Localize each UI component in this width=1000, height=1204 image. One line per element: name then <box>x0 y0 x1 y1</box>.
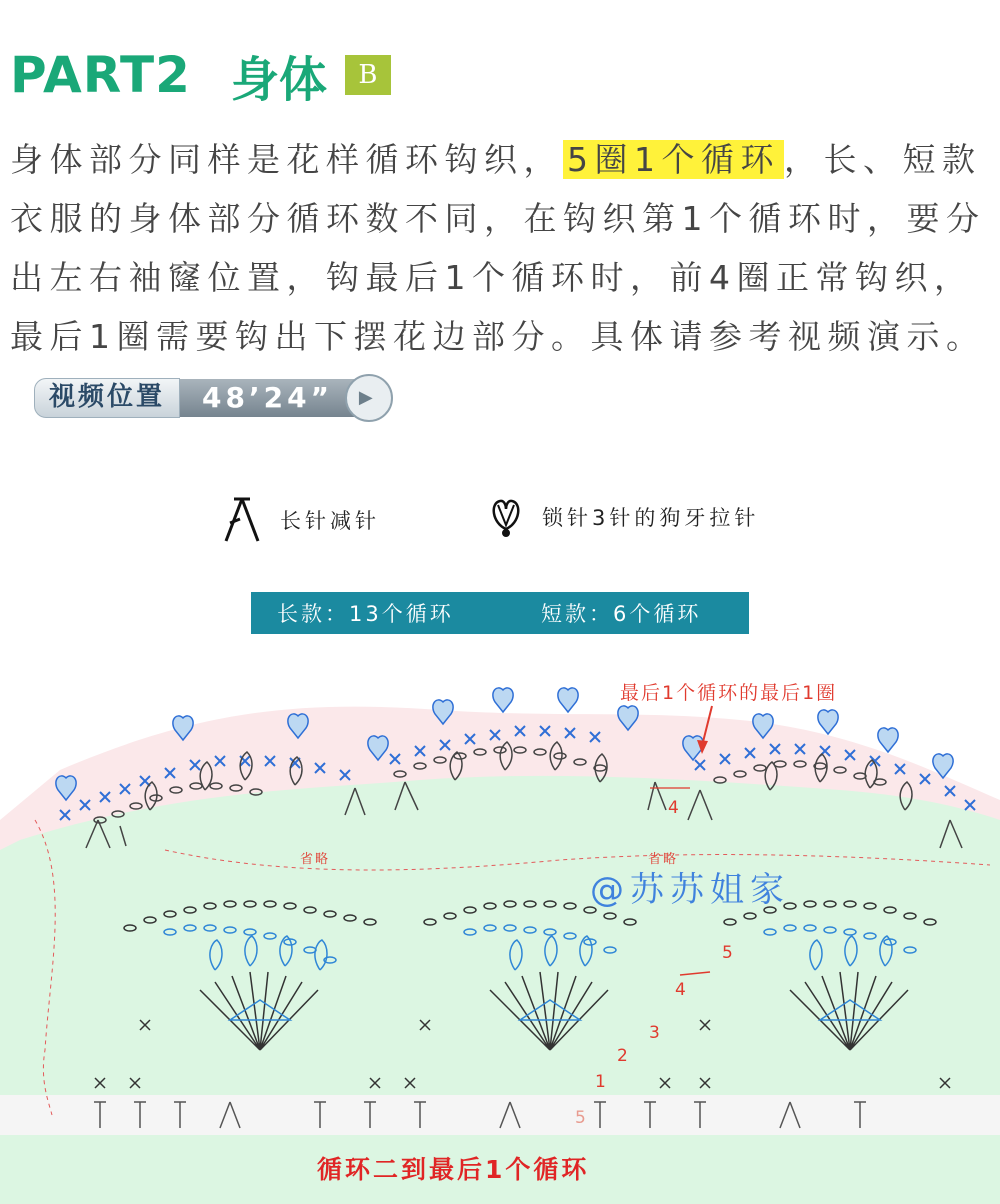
crochet-chart <box>0 670 1000 1204</box>
loop-long: 长款：13个循环 <box>277 602 454 626</box>
legend-picot <box>488 495 759 539</box>
video-position-label: 视频位置 <box>34 378 180 418</box>
row-number: 4 <box>675 980 688 1000</box>
intro-text-1: 身体部分同样是花样循环钩织， <box>10 140 563 179</box>
legend-dec-label: 长针减针 <box>280 509 380 533</box>
footer-caption: 循环二到最后1个循环 <box>317 1155 590 1184</box>
intro-paragraph <box>10 130 995 425</box>
intro-text-2: ，长、短款衣服的身体部分循环数不同，在钩织第1个循环时，要分出左右袖窿位置，钩最后1个循环时，前4圈正常钩织，最后1圈需要钩出下摆花边部分。具体请参考视频演示。 <box>10 140 986 356</box>
last-round-note: 最后1个循环的最后1圈 <box>620 682 838 704</box>
omit-label-left: 省略 <box>300 852 331 867</box>
row-number: 4 <box>668 798 681 818</box>
watermark-text: @苏苏姐家 <box>590 870 790 910</box>
section-title: 身体 <box>230 51 327 108</box>
foundation-strip <box>0 1095 1000 1135</box>
part-label: PART2 <box>10 46 191 104</box>
loop-short: 短款：6个循环 <box>541 602 702 626</box>
section-heading <box>10 40 391 110</box>
legend-picot-label: 锁针3针的狗牙拉针 <box>542 506 760 530</box>
video-position-button[interactable] <box>34 377 393 419</box>
loop-count-bar <box>251 592 749 634</box>
section-badge: B <box>345 55 391 95</box>
row-number: 3 <box>649 1023 662 1043</box>
green-area <box>0 776 1000 1204</box>
intro-highlight: 5圈1个循环 <box>563 140 784 179</box>
picot-icon <box>488 495 524 539</box>
row-number: 5 <box>575 1108 588 1128</box>
row-number: 2 <box>617 1046 630 1066</box>
video-timestamp: 48’24” <box>180 379 363 417</box>
legend-dec <box>222 495 380 545</box>
play-icon[interactable]: ▶ <box>345 374 393 422</box>
row-number: 5 <box>722 943 735 963</box>
row-number: 1 <box>595 1072 608 1092</box>
dc-decrease-icon <box>222 495 262 545</box>
omit-label-right: 省略 <box>648 852 679 867</box>
